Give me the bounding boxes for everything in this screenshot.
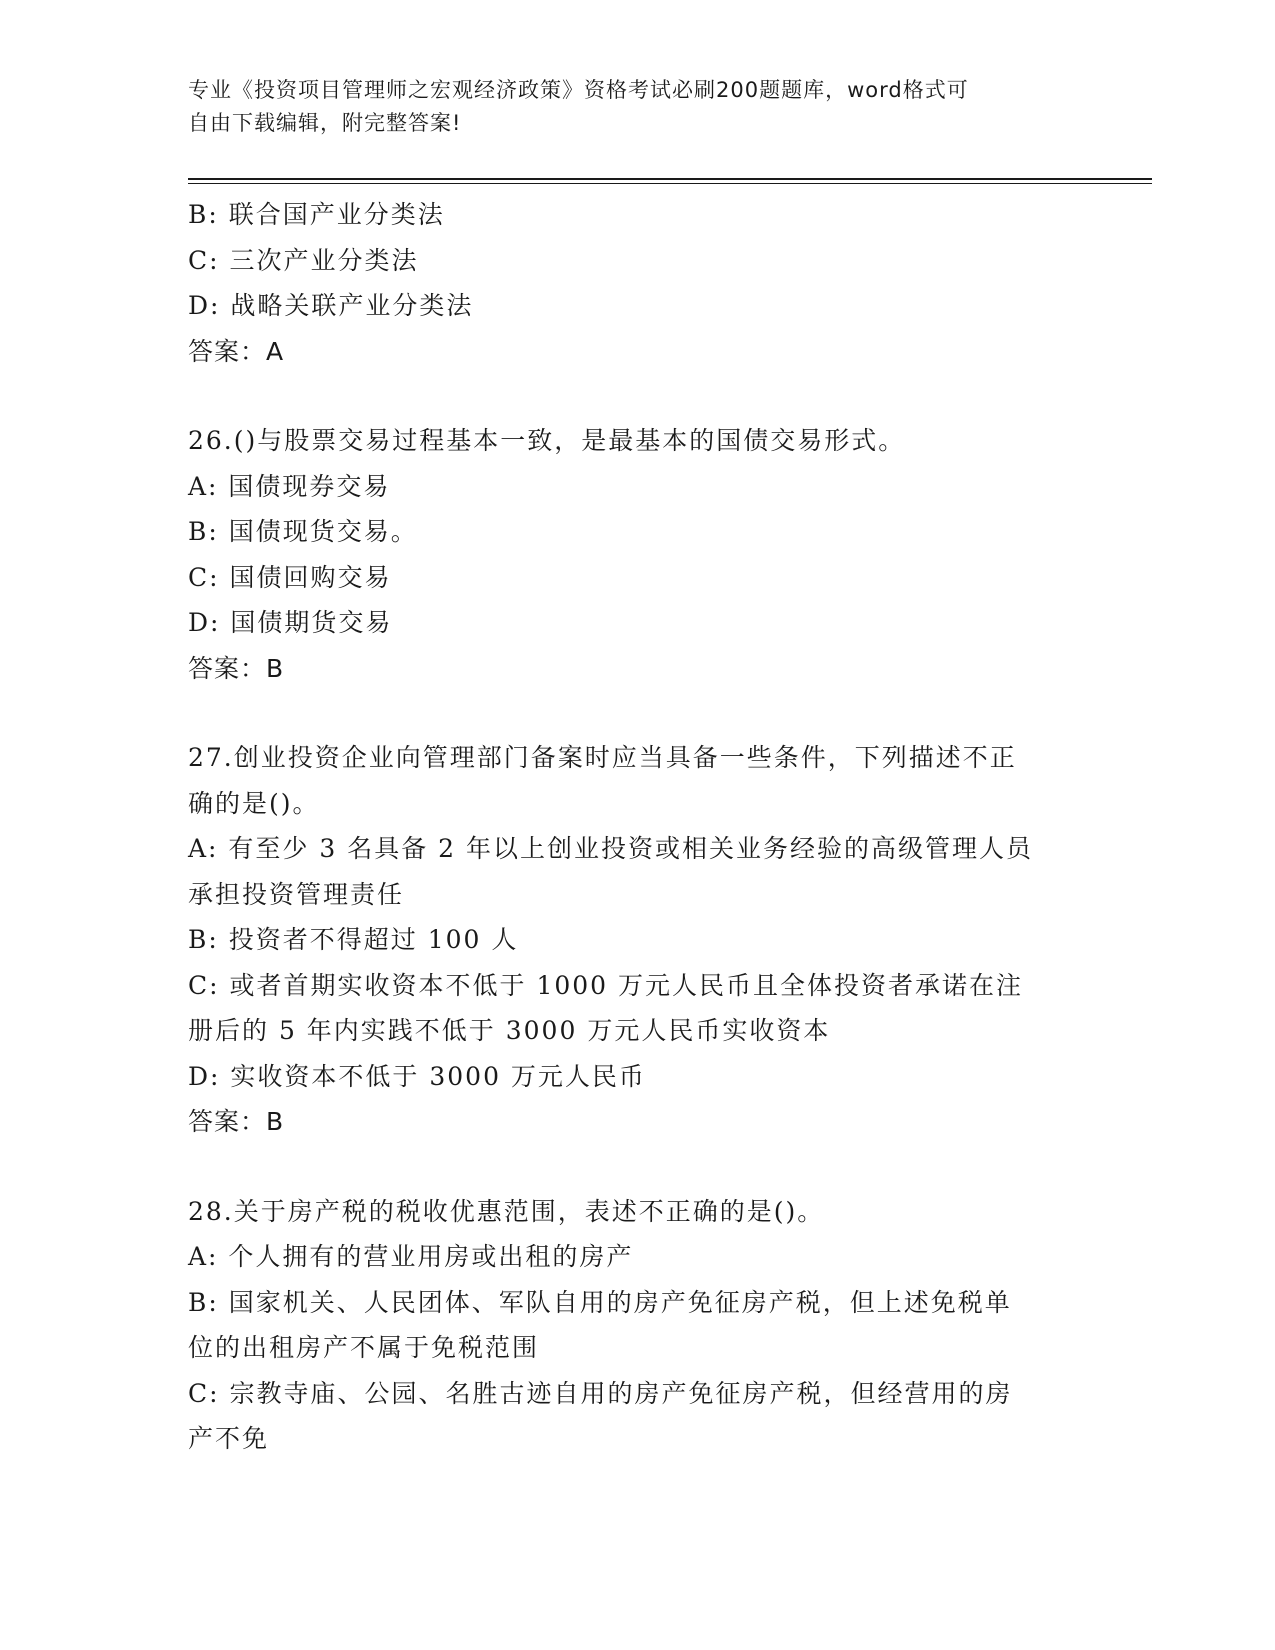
answer-line: 答案：A [188,336,285,366]
option-c-line-2: 产不免 [188,1424,270,1453]
option-b-line-1: B: 国家机关、人民团体、军队自用的房产免征房产税，但上述免税单 [188,1287,1012,1317]
answer-line: 答案：B [188,653,285,683]
question-list [188,192,1068,1462]
question-block-27 [188,735,1068,1145]
option-b: B: 联合国产业分类法 [188,200,445,229]
header-title-line-2: 自由下载编辑，附完整答案! [188,111,462,135]
question-block-28 [188,1189,1068,1462]
question-stem: 28.关于房产税的税收优惠范围，表述不正确的是()。 [188,1196,825,1226]
question-block-25-tail [188,192,1068,374]
header-title-line-1: 专业《投资项目管理师之宏观经济政策》资格考试必刷200题题库，word格式可 [188,78,969,102]
question-stem-line-2: 确的是()。 [188,788,320,818]
option-c: C: 国债回购交易 [188,562,392,592]
option-c-line-2: 册后的 5 年内实践不低于 3000 万元人民币实收资本 [188,1016,831,1045]
option-a-line-1: A: 有至少 3 名具备 2 年以上创业投资或相关业务经验的高级管理人员 [188,834,1034,863]
option-c: C: 三次产业分类法 [188,245,419,275]
option-b: B: 投资者不得超过 100 人 [188,925,519,954]
question-block-26 [188,418,1068,691]
option-a: A: 国债现券交易 [188,471,391,501]
option-d: D: 实收资本不低于 3000 万元人民币 [188,1061,646,1091]
option-d: D: 战略关联产业分类法 [188,291,474,320]
option-b: B: 国债现货交易。 [188,517,418,546]
document-header [188,74,1068,140]
answer-line: 答案：B [188,1107,285,1136]
option-c-line-1: C: 宗教寺庙、公园、名胜古迹自用的房产免征房产税，但经营用的房 [188,1378,1013,1408]
option-c-line-1: C: 或者首期实收资本不低于 1000 万元人民币且全体投资者承诺在注 [188,970,1024,1000]
option-a: A: 个人拥有的营业用房或出租的房产 [188,1242,634,1271]
option-b-line-2: 位的出租房产不属于免税范围 [188,1333,540,1362]
option-a-line-2: 承担投资管理责任 [188,879,405,909]
question-stem-line-1: 27.创业投资企业向管理部门备案时应当具备一些条件，下列描述不正 [188,743,1017,772]
header-rule-thick [188,178,1152,180]
question-stem: 26.()与股票交易过程基本一致，是最基本的国债交易形式。 [188,426,906,455]
header-rule-thin [188,183,1152,184]
option-d: D: 国债期货交易 [188,608,393,637]
